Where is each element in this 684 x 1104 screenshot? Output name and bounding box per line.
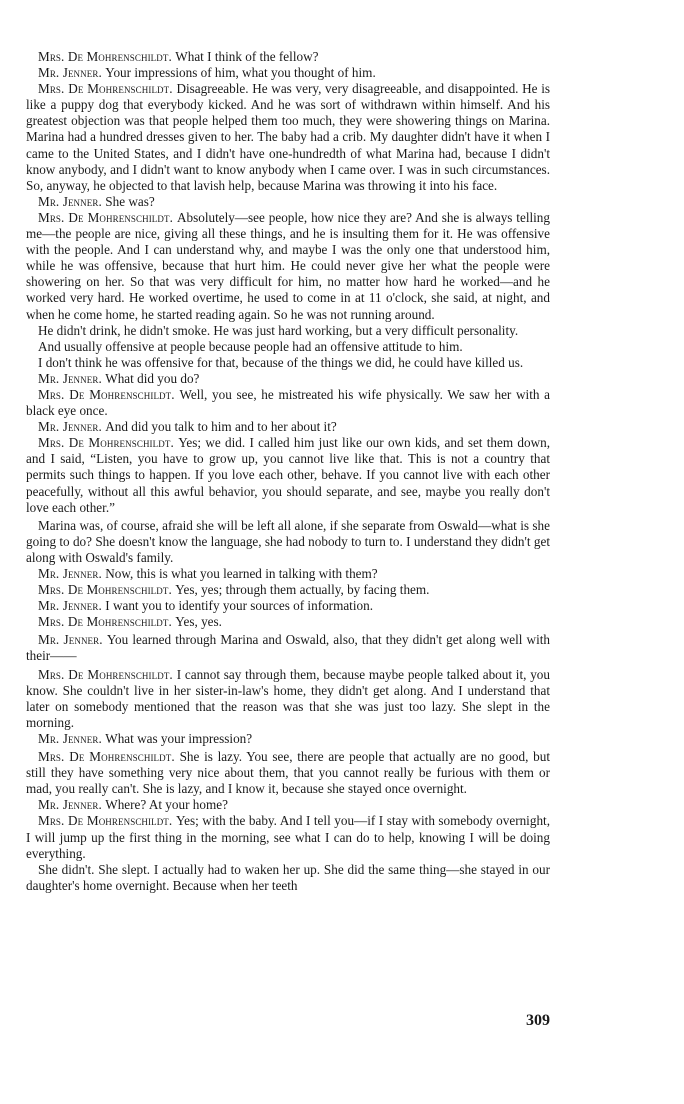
testimony-text — [26, 49, 550, 894]
speaker-label: Mrs. De Mohrenschildt. — [38, 386, 175, 402]
paragraph — [26, 387, 550, 419]
paragraph-text: She didn't. She slept. I actually had to waken her up. She did the same thing—she stayed in our daughter's home overnight. Because when her teeth — [26, 861, 550, 893]
paragraph — [26, 49, 550, 65]
speaker-label: Mrs. De Mohrenschildt. — [38, 49, 172, 64]
paragraph — [26, 194, 550, 210]
paragraph-text: Yes, yes; through them actually, by facing them. — [175, 582, 430, 598]
speaker-label: Mrs. De Mohrenschildt. — [38, 209, 174, 225]
paragraph — [26, 65, 550, 81]
paragraph — [26, 632, 550, 664]
paragraph — [26, 435, 550, 515]
paragraph — [26, 210, 550, 323]
paragraph — [26, 355, 550, 371]
paragraph — [26, 614, 550, 630]
paragraph — [26, 566, 550, 582]
paragraph — [26, 862, 550, 894]
paragraph-text: And did you talk to him and to her about it? — [105, 419, 337, 435]
paragraph-text: Well, you see, he mistreated his wife physically. We saw her with a black eye once. — [26, 386, 550, 419]
paragraph-text: And usually offensive at people because people had an offensive attitude to him. — [38, 338, 463, 354]
paragraph-text: What did you do? — [105, 370, 200, 386]
paragraph — [26, 598, 550, 614]
paragraph-text: Yes; with the baby. And I tell you—if I stay with somebody overnight, I will jump up the first thing in the morning, see what I can do to help, knowing I will be doing everything. — [26, 813, 550, 861]
paragraph-text: Where? At your home? — [105, 797, 228, 813]
paragraph-text: You learned through Marina and Oswald, also, that they didn't get along well with their—— — [26, 632, 550, 664]
page-number: 309 — [526, 1012, 550, 1029]
paragraph — [26, 731, 550, 747]
paragraph-text: Absolutely—see people, how nice they are? And she is always telling me—the people are nice, giving all these things, and he is insulting them for it. He was offensive with the people. And I can understand why, and maybe I was the only one that understood him, while he was offensive, because that hurt him. He could never give her what the people were showering on her. So that was very difficult for him, no matter how hard he worked—and he worked very hard. He worked overtime, he used to come in at 11 o'clock, she said, at night, and when he come home, he started reading again. So he was not running around. — [26, 209, 550, 322]
paragraph — [26, 339, 550, 355]
speaker-label: Mr. Jenner. — [38, 193, 102, 209]
paragraph — [26, 797, 550, 813]
paragraph-text: What I think of the fellow? — [175, 49, 319, 64]
speaker-label: Mr. Jenner. — [38, 566, 102, 581]
speaker-label: Mrs. De Mohrenschildt. — [38, 749, 175, 765]
paragraph — [26, 323, 550, 339]
speaker-label: Mrs. De Mohrenschildt. — [38, 614, 172, 630]
paragraph-text: Disagreeable. He was very, very disagreeable, and disappointed. He is like a puppy dog that everybody kicked. And he was sort of withdrawn within himself. And his greatest objection was that people helped them too much, they were showering things on Marina. Marina had a hundred dresses given to her. The baby had a crib. My daughter didn't have it when I came to the United States, and I didn't have one-hundredth of what Marina had, because I didn't know anybody, and I didn't want to know anybody when I came over. I was in such circumstances. So, anyway, he objected to that lavish help, because Marina was throwing it into his face. — [26, 81, 550, 193]
paragraph — [26, 813, 550, 861]
paragraph — [26, 667, 550, 731]
paragraph — [26, 518, 550, 566]
paragraph — [26, 419, 550, 435]
paragraph-text: Marina was, of course, afraid she will be left all alone, if she separate from Oswald—what is she going to do? She doesn't know the language, she had nobody to turn to. I understand they didn't get along with Oswald's family. — [26, 517, 550, 565]
paragraph — [26, 582, 550, 598]
speaker-label: Mr. Jenner. — [38, 797, 102, 813]
paragraph-text: I want you to identify your sources of information. — [105, 598, 373, 614]
speaker-label: Mrs. De Mohrenschildt. — [38, 582, 172, 598]
paragraph-text: What was your impression? — [105, 730, 253, 746]
speaker-label: Mr. Jenner. — [38, 419, 102, 435]
paragraph-text: Yes; we did. I called him just like our own kids, and set them down, and I said, “Listen, you have to grow up, you cannot live like that. This is not a country that permits such things to happen. If you love each other, behave. If you cannot live with each other peacefully, without all this awful behavior, you should separate, and see, maybe you really don't love each other.” — [26, 435, 550, 515]
speaker-label: Mrs. De Mohrenschildt. — [38, 435, 174, 451]
paragraph — [26, 749, 550, 797]
paragraph-text: I cannot say through them, because maybe people talked about it, you know. She couldn't live in her sister-in-law's home, they didn't get along. And I understand that later on somebody mentioned that the reason was that she was just too lazy. She slept in the morning. — [26, 666, 550, 730]
speaker-label: Mr. Jenner. — [38, 370, 102, 386]
paragraph-text: I don't think he was offensive for that, because of the things we did, he could have killed us. — [38, 354, 524, 370]
speaker-label: Mr. Jenner. — [38, 598, 102, 614]
paragraph-text: She was? — [105, 193, 155, 209]
speaker-label: Mrs. De Mohrenschildt. — [38, 81, 173, 97]
speaker-label: Mrs. De Mohrenschildt. — [38, 666, 173, 682]
speaker-label: Mr. Jenner. — [38, 632, 103, 648]
paragraph-text: Your impressions of him, what you thought of him. — [105, 65, 376, 81]
speaker-label: Mr. Jenner. — [38, 65, 102, 81]
paragraph-text: Now, this is what you learned in talking with them? — [105, 566, 378, 581]
speaker-label: Mr. Jenner. — [38, 730, 102, 746]
paragraph-text: Yes, yes. — [175, 614, 222, 630]
paragraph-text: He didn't drink, he didn't smoke. He was just hard working, but a very difficult personality. — [38, 322, 519, 338]
paragraph — [26, 371, 550, 387]
paragraph — [26, 81, 550, 194]
speaker-label: Mrs. De Mohrenschildt. — [38, 813, 173, 829]
paragraph-text: She is lazy. You see, there are people that actually are no good, but still they have something very nice about them, that you cannot really be furious with them or mad, you really can't. She is lazy, and I know it, because she stayed once overnight. — [26, 749, 550, 797]
